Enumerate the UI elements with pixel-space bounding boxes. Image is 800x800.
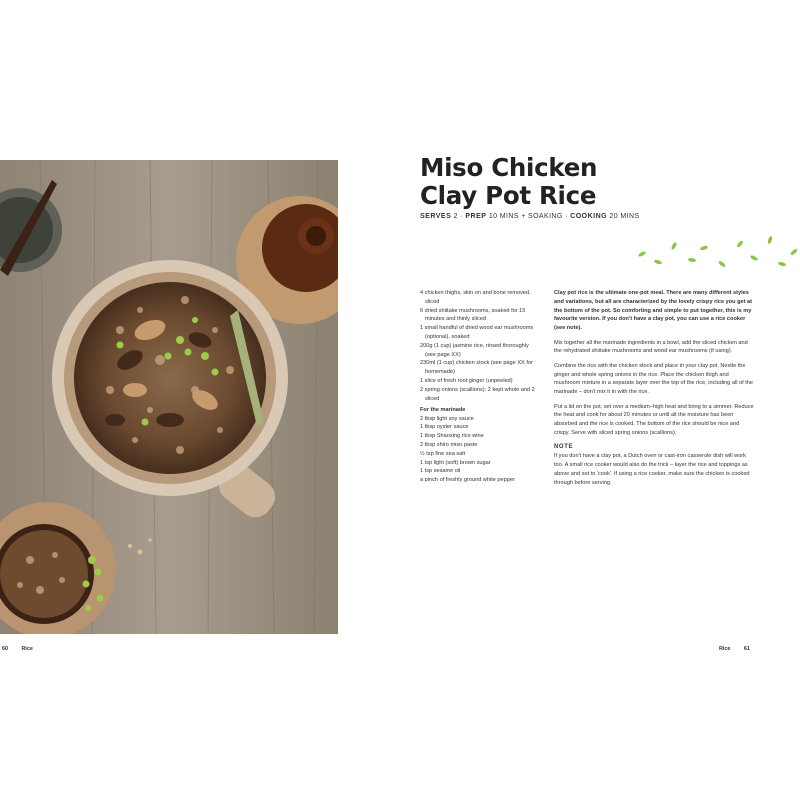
prep-value: 10 MINS + SOAKING	[488, 213, 563, 220]
method-step: Put a lid on the pot, set over a medium–high heat and bring to a simmer. Reduce the heat and cook for about 20 minutes or until all the moisture has been absorbed and the rice is cooked. The bottom of the rice should be nice and crispy. Serve with sliced spring onions (scallions).	[554, 403, 754, 436]
serves-value: 2	[453, 213, 458, 220]
serves-label: SERVES	[420, 213, 452, 220]
marinade-heading: For the marinade	[420, 406, 466, 413]
note-text: If you don't have a clay pot, a Dutch oven or cast-iron casserole dish will work too. A small rice cooker would also do the trick – layer the rice and toppings as above and set to 'cook'. If using a rice cooker, make sure the chicken is cooked through before serving.	[554, 453, 750, 486]
prep-label: PREP	[465, 213, 487, 220]
folio-left	[2, 646, 45, 652]
section-name-right: Rice	[719, 646, 731, 652]
marinade-item: a pinch of freshly ground white pepper	[420, 477, 515, 484]
method-intro: Clay pot rice is the ultimate one-pot meal. There are many different styles and variations, but all are characterized by the lovely crispy rice you get at the bottom of the pot. So comforting and simple to put together, this is my favourite version. If you don't have a clay pot, you can use a rice cooker (see note).	[554, 290, 753, 332]
recipe-title-line2: Clay Pot Rice	[420, 181, 597, 210]
cooking-value: 20 MINS	[609, 213, 640, 220]
meta-separator: ·	[460, 213, 464, 220]
cooking-label: COOKING	[570, 213, 608, 220]
ingredient-item: 230ml (1 cup) chicken stock (see page XX for homemade)	[420, 360, 533, 376]
ingredient-item: 200g (1 cup) jasmine rice, rinsed thoroughly (see page XX)	[420, 342, 529, 358]
recipe-title-line1: Miso Chicken	[420, 153, 598, 182]
marinade-item: ½ tsp fine sea salt	[420, 450, 466, 457]
marinade-item: 1 tsp sesame oil	[420, 468, 461, 475]
marinade-item: 1 tbsp Shaoxing rice wine	[420, 433, 484, 440]
marinade-item: 1 tbsp oyster sauce	[420, 424, 469, 431]
recipe-meta	[420, 213, 780, 220]
decorative-leaves	[636, 234, 800, 274]
ingredient-item: 1 small handful of dried wood ear mushrooms (optional), soaked	[420, 325, 534, 340]
page-number-right: 61	[743, 646, 750, 652]
recipe-title	[420, 154, 780, 210]
marinade-item: 2 tbsp light soy sauce	[420, 415, 474, 422]
ingredient-item: 6 dried shiitake mushrooms, soaked for 15 minutes and thinly sliced	[420, 307, 526, 323]
folio-right	[719, 646, 762, 652]
page-number-left: 60	[2, 646, 8, 652]
method-text	[554, 289, 754, 493]
note-heading: NOTE	[554, 444, 574, 451]
meta-separator: ·	[565, 213, 568, 220]
section-name-left: Rice	[21, 646, 33, 652]
ingredient-item: 1 slice of fresh root ginger (unpeeled)	[420, 377, 513, 384]
recipe-photo	[0, 160, 338, 634]
method-step: Mix together all the marinade ingredients in a bowl, add the sliced chicken and the rehydrated shiitake mushrooms and wood ear mushrooms (if using).	[554, 339, 748, 355]
ingredient-item: 2 spring onions (scallions): 2 kept whole and 2 sliced	[420, 386, 535, 402]
marinade-item: 1 tsp light (soft) brown sugar	[420, 459, 491, 466]
method-step: Combine the rice with the chicken stock and place in your clay pot. Nestle the ginger and whole spring onions in the rice. Place the chicken thigh and mushroom mixture in a separate layer over the top of the rice, including all of the marinade – don't mix it in with the rice.	[554, 362, 753, 396]
ingredients-list	[420, 289, 538, 485]
marinade-item: 2 tbsp shiro miso paste	[420, 442, 478, 449]
ingredient-item: 4 chicken thighs, skin on and bone removed, sliced	[420, 290, 531, 305]
